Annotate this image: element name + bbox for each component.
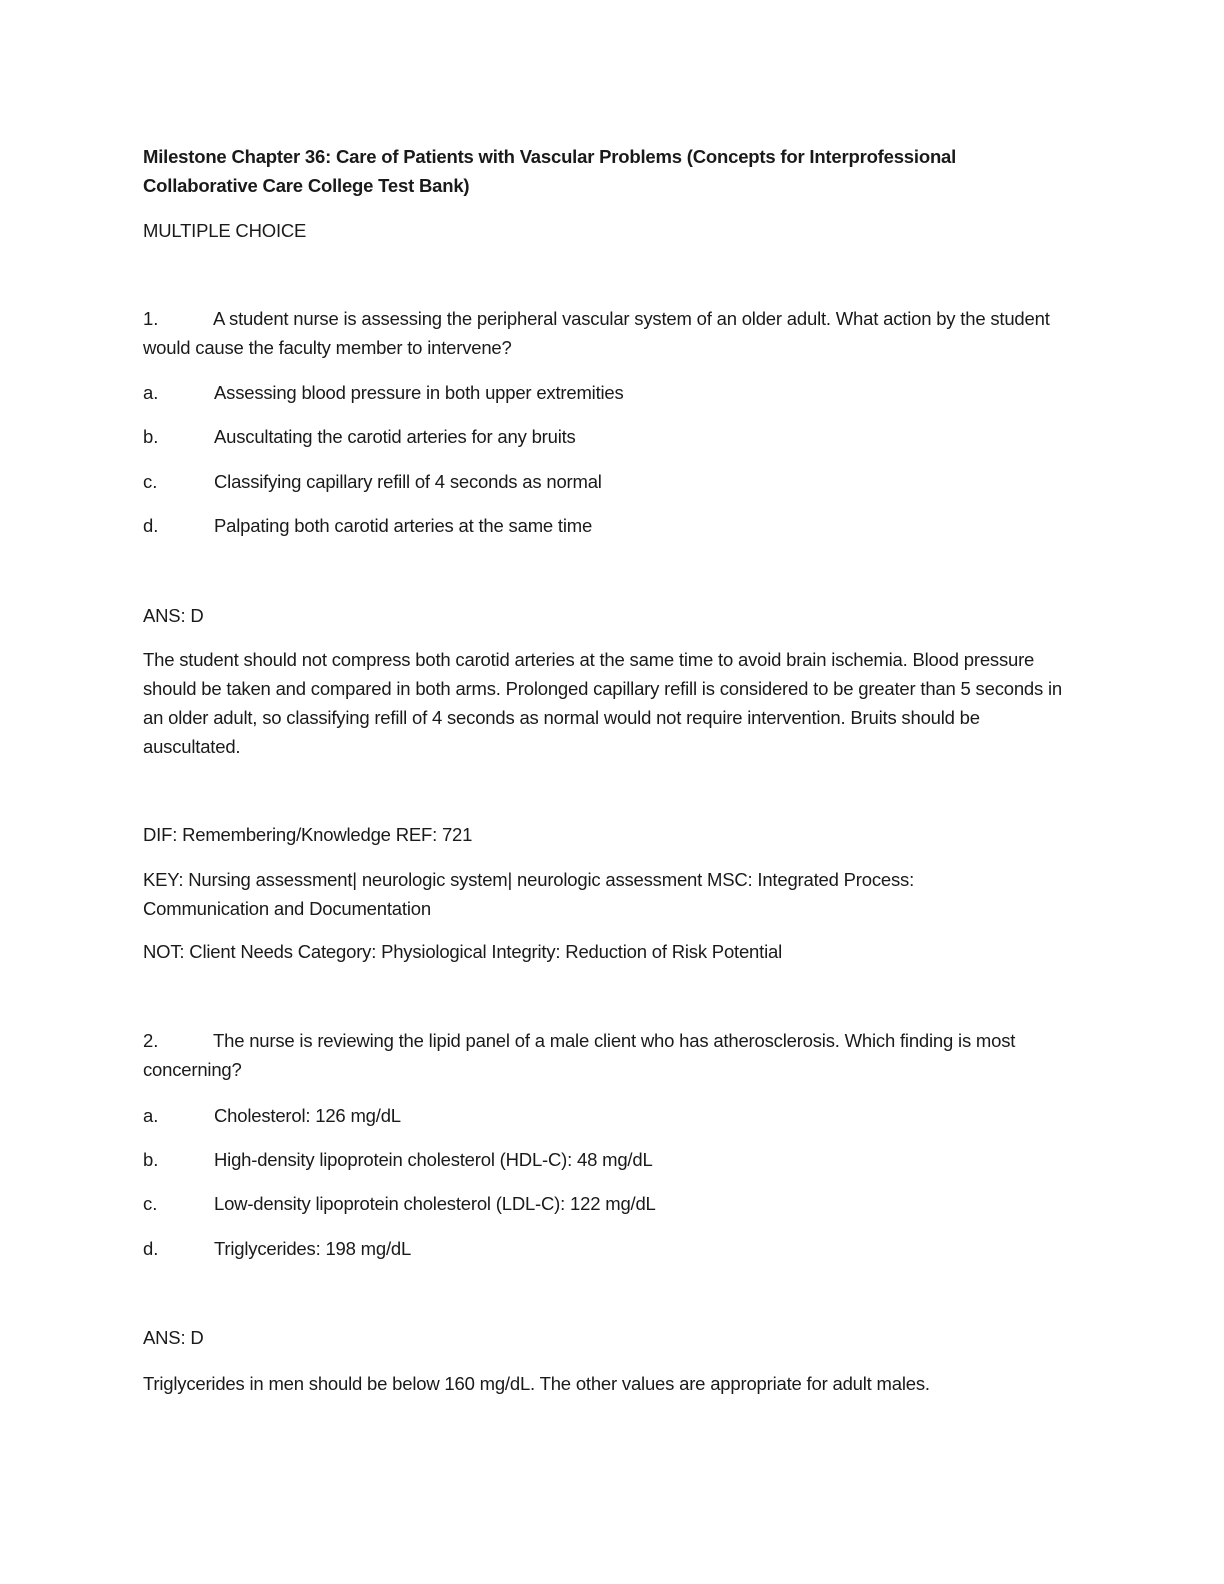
option-letter: b.: [143, 1149, 159, 1170]
option-text: Cholesterol: 126 mg/dL: [214, 1105, 401, 1126]
option-letter: c.: [143, 1193, 158, 1214]
section-heading: MULTIPLE CHOICE: [143, 220, 307, 241]
option-letter: b.: [143, 426, 159, 447]
option-letter: d.: [143, 515, 159, 536]
option-text: Assessing blood pressure in both upper extremities: [214, 382, 624, 403]
client-needs: NOT: Client Needs Category: Physiological Integrity: Reduction of Risk Potential: [143, 941, 782, 962]
option-letter: c.: [143, 471, 158, 492]
question-text: The nurse is reviewing the lipid panel of a male client who has atherosclerosis. Which finding is most concerning?: [143, 1030, 1016, 1080]
option-letter: d.: [143, 1238, 159, 1259]
rationale: The student should not compress both carotid arteries at the same time to avoid brain ischemia. Blood pressure should be taken and compared in both arms. Prolonged capillary refill is considered to be greater than 5 seconds in an older adult, so classifying refill of 4 seconds as normal would not require intervention. Bruits should be auscultated.: [143, 649, 1063, 757]
answer: ANS: D: [143, 1327, 204, 1348]
question-number: 1.: [143, 308, 159, 329]
answer: ANS: D: [143, 605, 204, 626]
option-text: Low-density lipoprotein cholesterol (LDL-C): 122 mg/dL: [214, 1193, 656, 1214]
option-letter: a.: [143, 1105, 159, 1126]
document-title: Milestone Chapter 36: Care of Patients with Vascular Problems (Concepts for Interprofessional Collaborative Care College Test Bank): [143, 146, 957, 196]
option-text: Triglycerides: 198 mg/dL: [214, 1238, 412, 1259]
option-text: High-density lipoprotein cholesterol (HDL-C): 48 mg/dL: [214, 1149, 653, 1170]
key-msc: KEY: Nursing assessment| neurologic system| neurologic assessment MSC: Integrated Process: Communication and Documentation: [143, 869, 915, 919]
difficulty-ref: DIF: Remembering/Knowledge REF: 721: [143, 824, 473, 845]
option-text: Auscultating the carotid arteries for any bruits: [214, 426, 576, 447]
question-text: A student nurse is assessing the peripheral vascular system of an older adult. What action by the student would cause the faculty member to intervene?: [143, 308, 1050, 358]
option-text: Palpating both carotid arteries at the same time: [214, 515, 593, 536]
question-number: 2.: [143, 1030, 159, 1051]
document-page: [143, 0, 1083, 1584]
option-letter: a.: [143, 382, 159, 403]
option-text: Classifying capillary refill of 4 seconds as normal: [214, 471, 602, 492]
rationale: Triglycerides in men should be below 160 mg/dL. The other values are appropriate for adult males.: [143, 1373, 930, 1394]
